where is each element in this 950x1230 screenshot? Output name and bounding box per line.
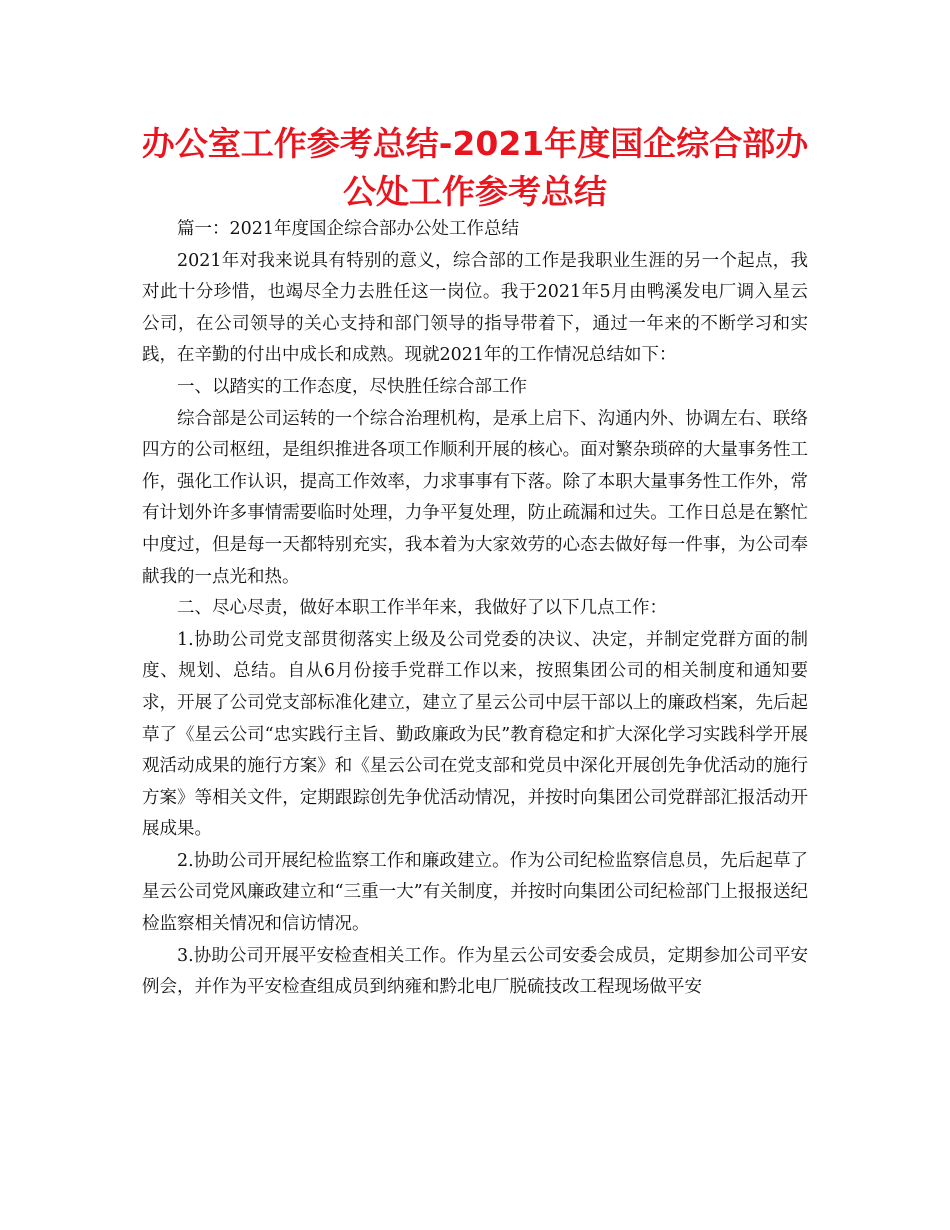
paragraph-item-3: 3.协助公司开展平安检查相关工作。作为星云公司安委会成员，定期参加公司平安例会，并作为平安检查组成员到纳雍和黔北电厂脱硫技改工程现场做平安 [142, 945, 808, 998]
section-heading-2: 二、尽心尽责，做好本职工作半年来，我做好了以下几点工作： [177, 598, 667, 619]
document-body [142, 214, 808, 1004]
paragraph-department-role: 综合部是公司运转的一个综合治理机构，是承上启下、沟通内外、协调左右、联络四方的公司枢纽，是组织推进各项工作顺利开展的核心。面对繁杂琐碎的大量事务性工作，强化工作认识，提高工作效率，力求事事有下落。除了本职大量事务性工作外，常有计划外许多事情需要临时处理，力争平复处理，防止疏漏和过失。工作日总是在繁忙中度过，但是每一天都特别充实，我本着为大家效劳的心态去做好每一件事，为公司奉献我的一点光和热。 [142, 408, 808, 587]
section-heading-part-one: 篇一：2021年度国企综合部办公处工作总结 [177, 219, 520, 239]
paragraph-intro: 2021年对我来说具有特别的意义，综合部的工作是我职业生涯的另一个起点，我对此十分珍惜，也竭尽全力去胜任这一岗位。我于2021年5月由鸭溪发电厂调入星云公司，在公司领导的关心支持和部门领导的指导带着下，通过一年来的不断学习和实践，在辛勤的付出中成长和成熟。现就2021年的工作情况总结如下： [142, 250, 808, 366]
paragraph-item-1: 1.协助公司党支部贯彻落实上级及公司党委的决议、决定，并制定党群方面的制度、规划、总结。自从6月份接手党群工作以来，按照集团公司的相关制度和通知要求，开展了公司党支部标准化建立，建立了星云公司中层干部以上的廉政档案，先后起草了《星云公司“忠实践行主旨、勤政廉政为民”教育稳定和扩大深化学习实践科学开展观活动成果的施行方案》和《星云公司在党支部和党员中深化开展创先争优活动的施行方案》等相关文件，定期跟踪创先争优活动情况，并按时向集团公司党群部汇报活动开展成果。 [142, 629, 808, 840]
paragraph-item-2: 2.协助公司开展纪检监察工作和廉政建立。作为公司纪检监察信息员，先后起草了星云公司党风廉政建立和“三重一大”有关制度，并按时向集团公司纪检部门上报报送纪检监察相关情况和信访情况。 [142, 850, 808, 935]
document-title: 办公室工作参考总结-2021年度国企综合部办公处工作参考总结 [141, 124, 809, 211]
section-heading-1: 一、以踏实的工作态度，尽快胜任综合部工作 [177, 376, 527, 397]
